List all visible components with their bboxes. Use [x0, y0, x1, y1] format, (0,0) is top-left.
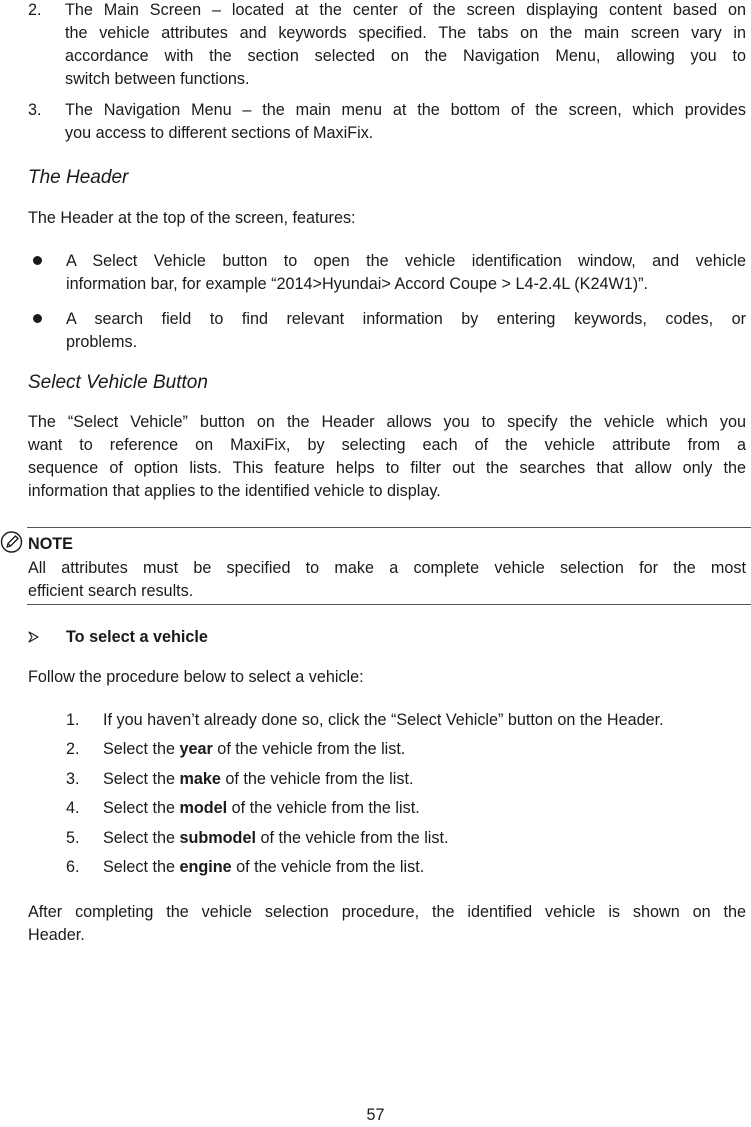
bullet-icon: [33, 256, 42, 265]
note-label: NOTE: [28, 535, 73, 553]
list-number: 2.: [28, 1, 42, 19]
section-heading-header: The Header: [28, 167, 129, 188]
pencil-icon: [0, 530, 24, 554]
arrow-bullet-icon: [28, 631, 40, 643]
note-bottom-rule: [27, 604, 751, 605]
list-number: 3.: [28, 101, 42, 119]
list-text: The Main Screen – located at the center of the screen displaying content based on the vehicle attributes and keywords specified. The tabs on the main screen vary in accordance with the section selected on the Navigation Menu, allowing you to switch between functions.: [65, 1, 746, 88]
select-vehicle-paragraph: The “Select Vehicle” button on the Header allows you to specify the vehicle which you want to reference on MaxiFix, by selecting each of the vehicle attribute from a sequence of option lists. This feature helps to filter out the searches that allow only the information that applies to the identified vehicle to display.: [28, 413, 746, 500]
procedure-intro: Follow the procedure below to select a vehicle:: [28, 668, 364, 686]
list-text: The Navigation Menu – the main menu at the bottom of the screen, which provides you access to different sections of MaxiFix.: [65, 101, 746, 142]
header-intro: The Header at the top of the screen, features:: [28, 209, 356, 227]
bullet-item: A Select Vehicle button to open the vehicle identification window, and vehicle information bar, for example “2014>Hyundai> Accord Coupe > L4-2.4L (K24W1)”.: [66, 252, 746, 293]
bullet-icon: [33, 314, 42, 323]
note-top-rule: [27, 527, 751, 528]
section-heading-select-vehicle: Select Vehicle Button: [28, 372, 208, 393]
procedure-outro: After completing the vehicle selection procedure, the identified vehicle is shown on the Header.: [28, 903, 746, 944]
page-number: 57: [366, 1106, 385, 1124]
bullet-item: A search field to find relevant information by entering keywords, codes, or problems.: [66, 310, 746, 351]
note-text: All attributes must be specified to make a complete vehicle selection for the most efficient search results.: [28, 559, 746, 600]
procedure-title: To select a vehicle: [66, 628, 208, 646]
